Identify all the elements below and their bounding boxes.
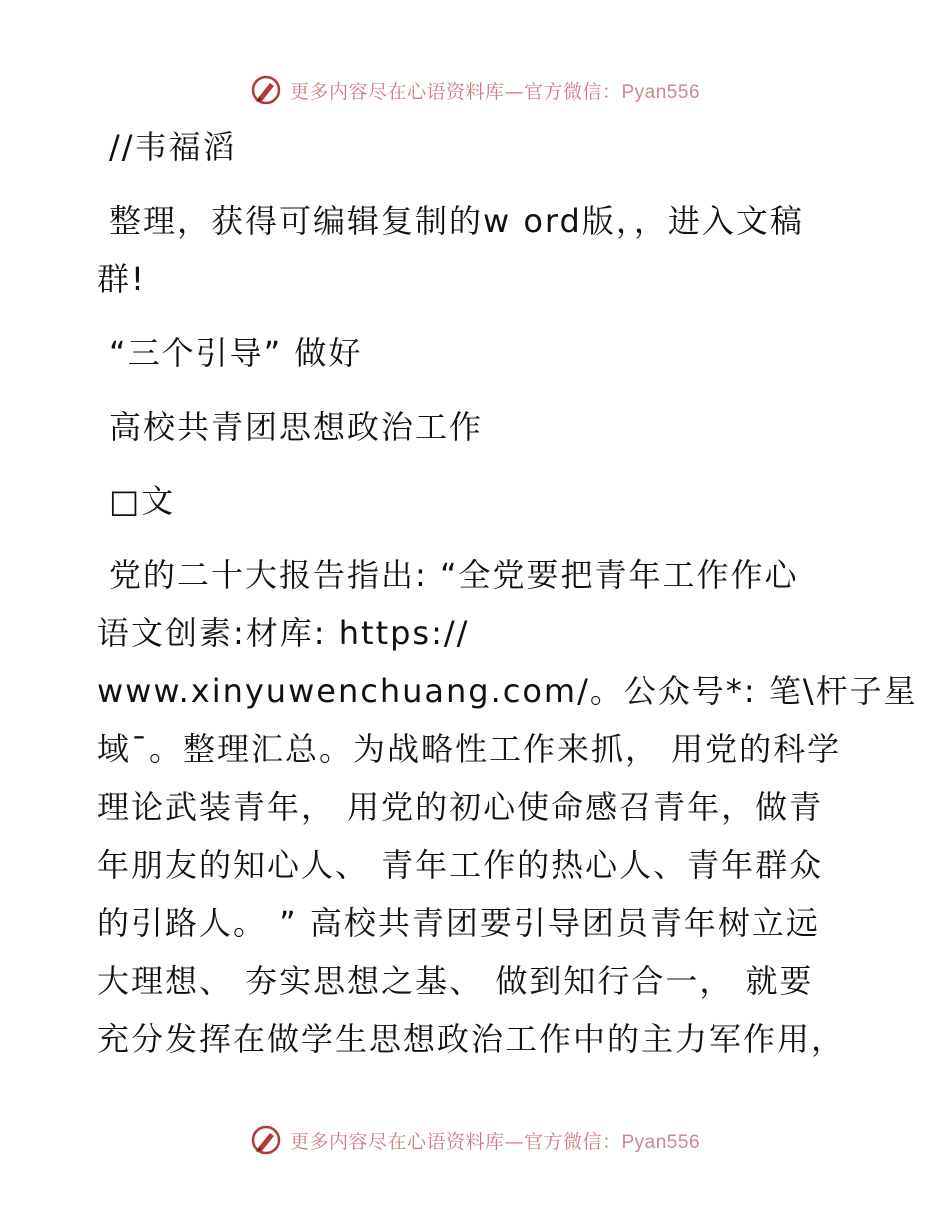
paragraph-line: 充分发挥在做学生思想政治工作中的主力军作用，	[97, 1020, 846, 1058]
paragraph-line: 语文创素:材库: https://	[97, 614, 470, 652]
article-title-line-1: “三个引导” 做好	[109, 334, 363, 372]
watermark-text: 更多内容尽在心语资料库—官方微信：Pyan556	[289, 80, 701, 103]
author-line: //韦福滔	[109, 128, 237, 166]
notice-line-cont: 群!	[97, 260, 146, 298]
pen-logo-icon	[250, 74, 282, 106]
pen-logo-icon	[250, 1124, 282, 1156]
paragraph-line: 的引路人。 ” 高校共青团要引导团员青年树立远	[97, 904, 820, 942]
byline: □文	[109, 482, 176, 520]
footer-watermark	[0, 1120, 950, 1160]
paragraph-line: 年朋友的知心人、 青年工作的热心人、青年群众	[97, 846, 824, 884]
header-watermark	[0, 70, 950, 110]
notice-line: 整理，获得可编辑复制的w ord版，，进入文稿	[109, 202, 804, 240]
paragraph-line: www.xinyuwenchuang.com/。公众号*: 笔\杆子星	[97, 672, 918, 710]
watermark-text: 更多内容尽在心语资料库—官方微信：Pyan556	[289, 1130, 701, 1153]
paragraph-line: 大理想、 夯实思想之基、 做到知行合一， 就要	[97, 962, 814, 1000]
paragraph-line: 党的二十大报告指出: “全党要把青年工作作心	[109, 556, 799, 594]
article-title-line-2: 高校共青团思想政治工作	[109, 408, 484, 446]
wechat-handle: Pyan556	[621, 81, 701, 103]
paragraph-line: 理论武装青年， 用党的初心使命感召青年，做青	[97, 788, 824, 826]
wechat-handle: Pyan556	[621, 1131, 701, 1153]
paragraph-line: 域¯。整理汇总。为战略性工作来抓， 用党的科学	[97, 730, 842, 768]
document-body	[97, 118, 918, 1068]
